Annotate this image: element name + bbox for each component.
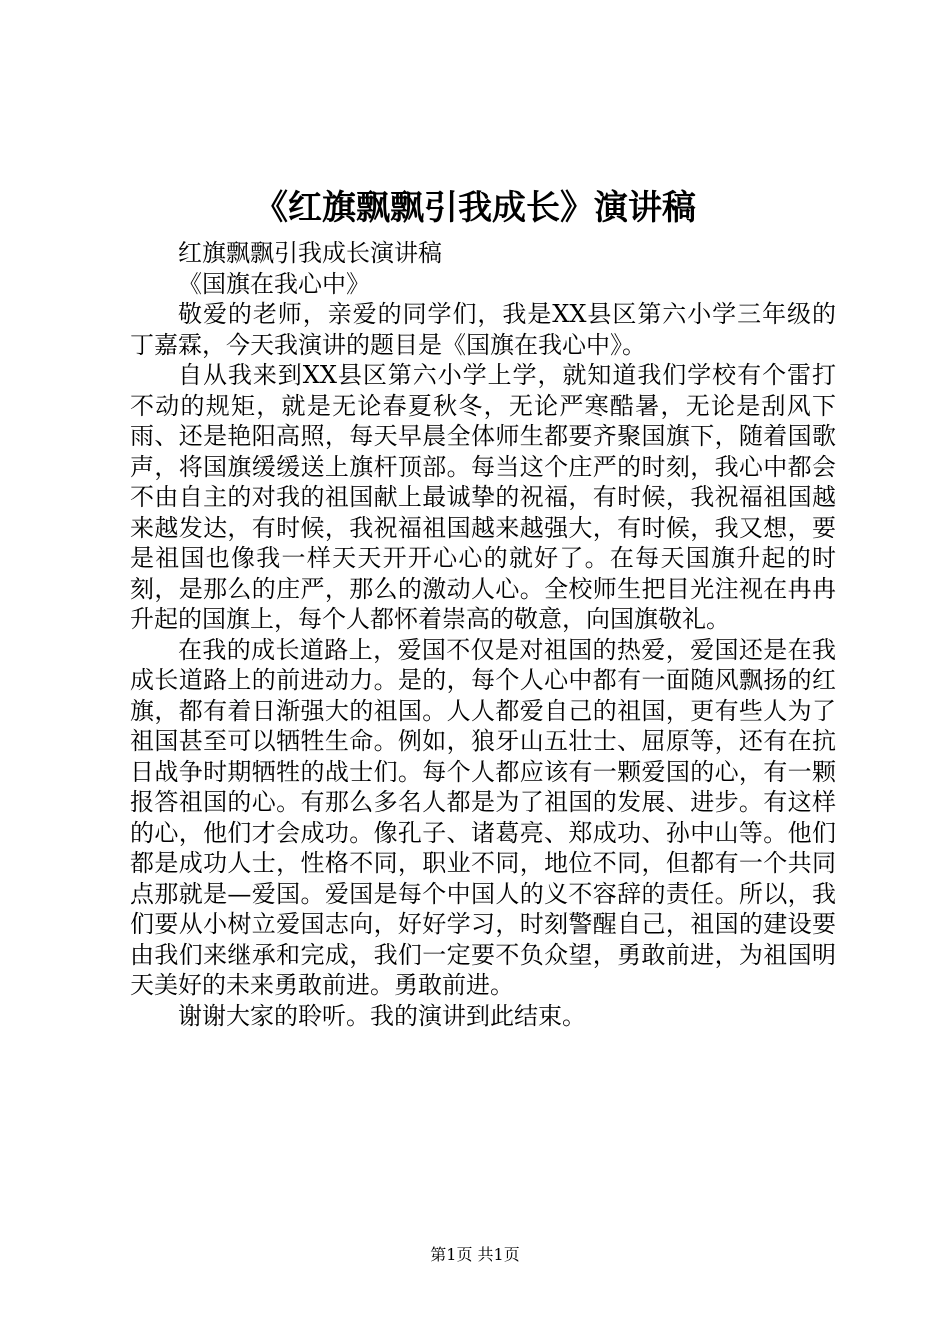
document-body (130, 238, 836, 1031)
page-number-footer: 第1页 共1页 (430, 1245, 520, 1264)
paragraph-patriotism: 在我的成长道路上，爱国不仅是对祖国的热爱，爱国还是在我成长道路上的前进动力。是的，每个人心中都有一面随风飘扬的红旗，都有着日渐强大的祖国。人人都爱自己的祖国，更有些人为了祖国甚至可以牺牲生命。例如，狼牙山五壮士、屈原等，还有在抗日战争时期牺牲的战士们。每个人都应该有一颗爱国的心，有一颗报答祖国的心。有那么多名人都是为了祖国的发展、进步。有这样的心，他们才会成功。像孔子、诸葛亮、郑成功、孙中山等。他们都是成功人士，性格不同，职业不同，地位不同，但都有一个共同点那就是—爱国。爱国是每个中国人的义不容辞的责任。所以，我们要从小树立爱国志向，好好学习，时刻警醒自己，祖国的建设要由我们来继承和完成，我们一定要不负众望，勇敢前进，为祖国明天美好的未来勇敢前进。勇敢前进。 (130, 635, 836, 999)
paragraph-subtitle: 红旗飘飘引我成长演讲稿 (178, 239, 442, 267)
document-title: 《红旗飘飘引我成长》演讲稿 (254, 188, 696, 228)
paragraph-greeting: 敬爱的老师，亲爱的同学们，我是XX县区第六小学三年级的丁嘉霖，今天我演讲的题目是《国旗在我心中》。 (130, 300, 836, 359)
paragraph-flag-ceremony: 自从我来到XX县区第六小学上学，就知道我们学校有个雷打不动的规矩，就是无论春夏秋冬，无论严寒酷暑，无论是刮风下雨、还是艳阳高照，每天早晨全体师生都要齐聚国旗下，随着国歌声，将国旗缓缓送上旗杆顶部。每当这个庄严的时刻，我心中都会不由自主的对我的祖国献上最诚挚的祝福，有时候，我祝福祖国越来越发达，有时候，我祝福祖国越来越强大，有时候，我又想，要是祖国也像我一样天天开开心心的就好了。在每天国旗升起的时刻，是那么的庄严，那么的激动人心。全校师生把目光注视在冉冉升起的国旗上，每个人都怀着崇高的敬意，向国旗敬礼。 (130, 361, 836, 633)
paragraph-speech-title: 《国旗在我心中》 (178, 269, 370, 298)
paragraph-closing: 谢谢大家的聆听。我的演讲到此结束。 (178, 1001, 586, 1030)
